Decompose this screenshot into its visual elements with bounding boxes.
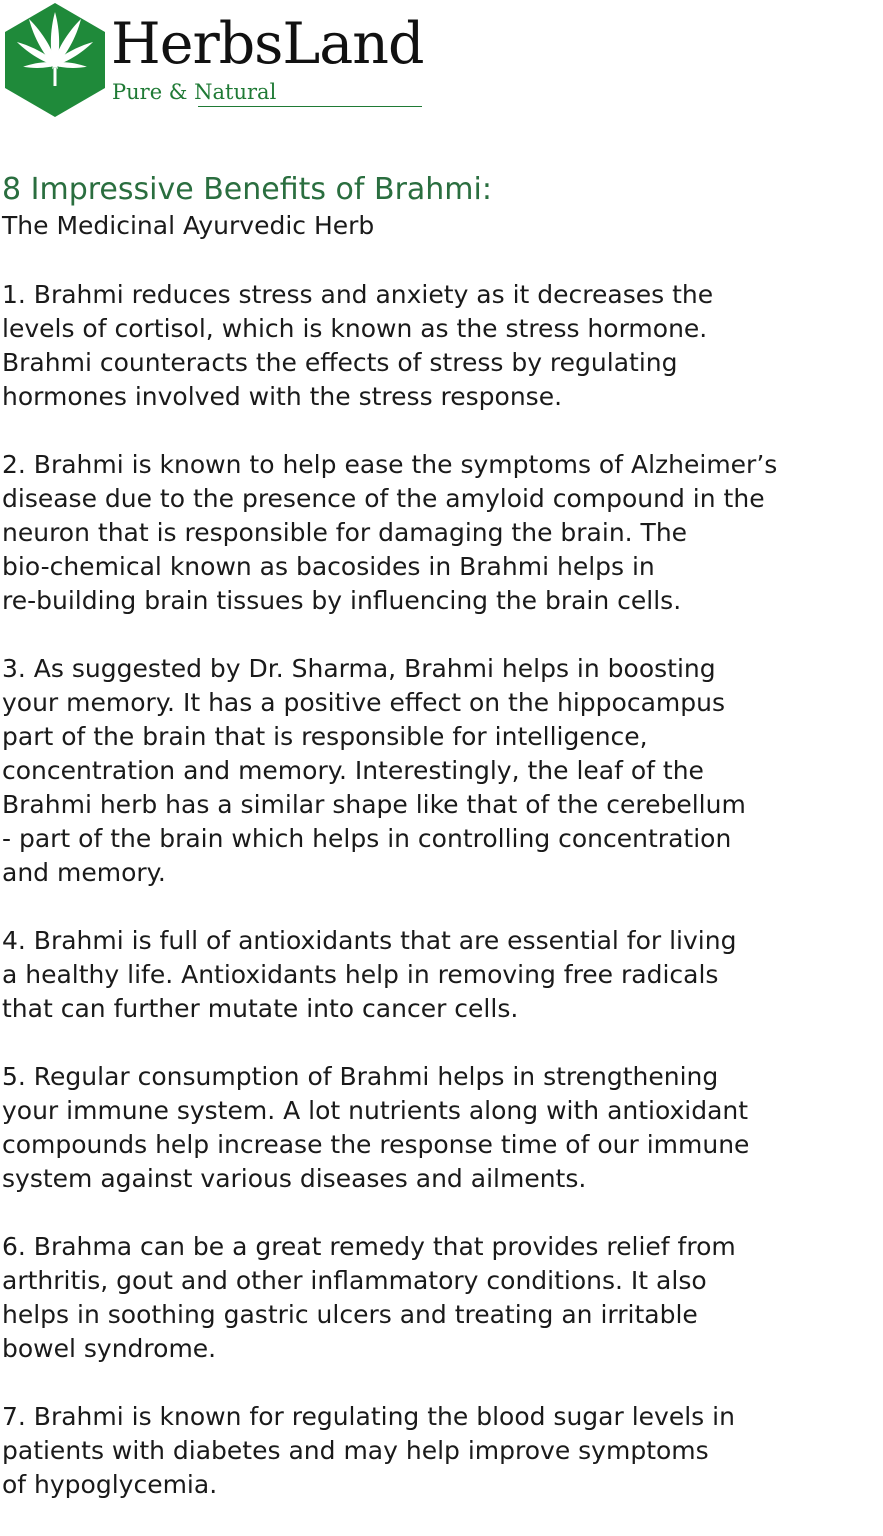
benefit-text-line: part of the brain that is responsible for intelligence, [2,722,648,751]
benefit-item [2,1060,883,1196]
benefit-item [2,1230,883,1366]
brand-tagline: Pure & Natural [112,80,277,104]
benefit-text-line: Brahmi herb has a similar shape like that of the cerebellum [2,790,746,819]
benefit-text-line: 6. Brahma can be a great remedy that provides relief from [2,1232,736,1261]
benefit-text-line: Brahmi counteracts the effects of stress by regulating [2,348,678,377]
article-subheading: The Medicinal Ayurvedic Herb [2,211,375,240]
benefit-text-line: a healthy life. Antioxidants help in removing free radicals [2,960,719,989]
benefit-text-line: 7. Brahmi is known for regulating the blood sugar levels in [2,1402,735,1431]
brand-underline [198,106,422,107]
benefit-text-line: patients with diabetes and may help improve symptoms [2,1436,709,1465]
benefit-text-line: of hypoglycemia. [2,1470,218,1499]
benefit-text-line: 1. Brahmi reduces stress and anxiety as it decreases the [2,280,714,309]
benefit-text-line: and memory. [2,858,166,887]
benefit-text-line: bio-chemical known as bacosides in Brahmi helps in [2,552,655,581]
benefit-text-line: compounds help increase the response time of our immune [2,1130,750,1159]
brand-name: HerbsLand [111,11,424,77]
benefit-text-line: 4. Brahmi is full of antioxidants that are essential for living [2,926,737,955]
benefit-item [2,448,883,618]
benefit-text-line: re-building brain tissues by influencing the brain cells. [2,586,682,615]
benefit-item [2,1400,883,1502]
benefit-text-line: 2. Brahmi is known to help ease the symptoms of Alzheimer’s [2,450,778,479]
benefit-text-line: disease due to the presence of the amyloid compound in the [2,484,765,513]
benefit-text-line: helps in soothing gastric ulcers and treating an irritable [2,1300,698,1329]
benefit-item [2,652,883,890]
benefit-text-line: arthritis, gout and other inflammatory conditions. It also [2,1266,707,1295]
benefit-text-line: system against various diseases and ailments. [2,1164,587,1193]
benefit-text-line: levels of cortisol, which is known as the stress hormone. [2,314,708,343]
benefit-text-line: that can further mutate into cancer cells. [2,994,519,1023]
benefit-text-line: your memory. It has a positive effect on the hippocampus [2,688,725,717]
brand-logo [3,2,423,118]
benefit-text-line: your immune system. A lot nutrients along with antioxidant [2,1096,749,1125]
benefit-item [2,924,883,1026]
benefits-list [2,278,883,1536]
benefit-text-line: hormones involved with the stress response. [2,382,563,411]
benefit-text-line: bowel syndrome. [2,1334,217,1363]
benefit-item [2,278,883,414]
benefit-text-line: - part of the brain which helps in controlling concentration [2,824,732,853]
benefit-text-line: 3. As suggested by Dr. Sharma, Brahmi helps in boosting [2,654,716,683]
article-heading: 8 Impressive Benefits of Brahmi: [2,172,492,207]
benefit-text-line: neuron that is responsible for damaging the brain. The [2,518,688,547]
cannabis-leaf-hexagon-icon [3,2,107,118]
benefit-text-line: 5. Regular consumption of Brahmi helps in strengthening [2,1062,719,1091]
benefit-text-line: concentration and memory. Interestingly, the leaf of the [2,756,704,785]
